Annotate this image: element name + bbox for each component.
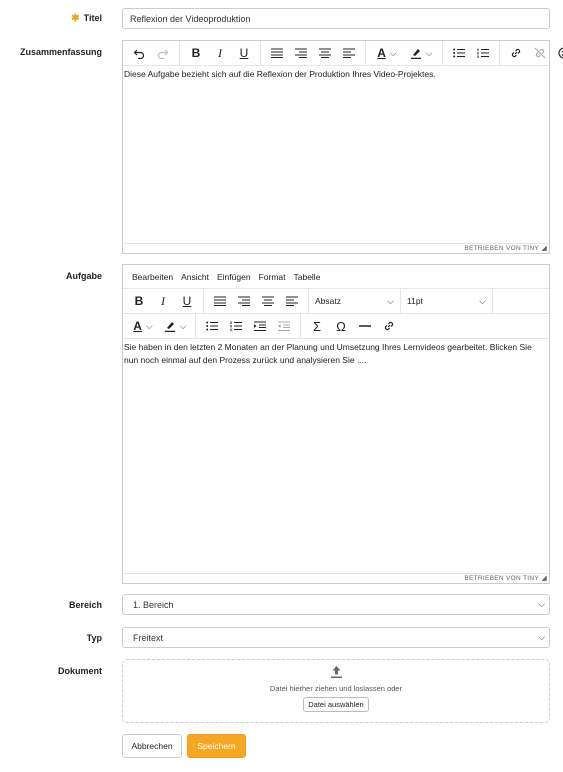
title-label: ✱ Titel xyxy=(71,13,102,24)
italic-icon[interactable]: I xyxy=(218,45,222,60)
underline-icon[interactable]: U xyxy=(182,294,192,308)
text-color-icon[interactable]: A ⌵ xyxy=(133,319,153,333)
upload-icon xyxy=(330,665,343,681)
text-color-icon[interactable]: A ⌵ xyxy=(377,46,397,60)
bullet-list-icon[interactable] xyxy=(447,43,471,63)
font-size-value: 11pt xyxy=(407,296,423,306)
powered-by-text: BETRIEBEN VON TINY xyxy=(464,575,539,582)
undo-icon[interactable] xyxy=(127,43,151,63)
resize-handle-icon[interactable]: ◢ xyxy=(541,245,547,252)
required-asterisk-icon: ✱ xyxy=(71,13,80,24)
indent-icon[interactable] xyxy=(248,316,272,336)
cancel-button[interactable]: Abbrechen xyxy=(122,734,182,758)
summary-content[interactable]: Diese Aufgabe bezieht sich auf die Reflexion der Produktion Ihres Video-Projektes. xyxy=(124,69,436,79)
file-dropzone[interactable] xyxy=(122,659,550,723)
menu-format[interactable]: Format xyxy=(258,271,286,282)
menu-table[interactable]: Tabelle xyxy=(293,271,321,282)
title-input-value: Reflexion der Videoproduktion xyxy=(130,13,251,24)
save-button[interactable]: Speichern xyxy=(187,734,246,758)
type-select[interactable] xyxy=(122,627,550,648)
task-toolbar-1 xyxy=(123,289,549,314)
align-justify-icon[interactable] xyxy=(208,291,232,311)
align-left-icon[interactable] xyxy=(280,291,304,311)
task-toolbar-2 xyxy=(123,314,549,339)
menu-insert[interactable]: Einfügen xyxy=(217,271,251,282)
align-justify-icon[interactable] xyxy=(265,43,289,63)
task-statusbar xyxy=(123,573,549,583)
powered-by-text: BETRIEBEN VON TINY xyxy=(464,245,539,252)
bullet-list-icon[interactable] xyxy=(200,316,224,336)
task-content[interactable]: Sie haben in den letzten 2 Monaten an der Planung und Umsetzung Ihres Lernvideos gearbeitet. Blicken Sie nun noch einmal auf den Prozess zurück und analysieren Sie .... xyxy=(124,342,532,365)
area-select-value: 1. Bereich xyxy=(133,599,174,610)
title-input[interactable] xyxy=(122,8,550,29)
task-label: Aufgabe xyxy=(66,271,102,281)
align-left-icon[interactable] xyxy=(337,43,361,63)
resize-handle-icon[interactable]: ◢ xyxy=(541,575,547,582)
underline-icon[interactable]: U xyxy=(239,46,249,60)
chevron-down-icon: ⌵ xyxy=(479,295,486,306)
menu-view[interactable]: Ansicht xyxy=(181,271,209,282)
task-editor[interactable] xyxy=(122,264,550,584)
highlight-color-icon[interactable]: ⌵ xyxy=(404,43,438,63)
document-label: Dokument xyxy=(57,666,102,676)
sigma-icon[interactable]: Σ xyxy=(312,318,322,334)
bold-icon[interactable]: B xyxy=(191,46,201,60)
drop-instructions: Datei hierher ziehen und loslassen oder xyxy=(269,684,403,693)
italic-icon[interactable]: I xyxy=(161,293,165,308)
font-size-select[interactable] xyxy=(401,289,493,313)
chevron-down-icon: ⌵ xyxy=(538,599,545,609)
menu-edit[interactable]: Bearbeiten xyxy=(132,271,174,282)
summary-statusbar xyxy=(123,243,549,253)
summary-label: Zusammenfassung xyxy=(19,47,102,57)
align-right-icon[interactable] xyxy=(232,291,256,311)
redo-icon[interactable] xyxy=(151,43,175,63)
summary-toolbar xyxy=(123,41,549,66)
link-icon[interactable] xyxy=(377,316,401,336)
numbered-list-icon[interactable] xyxy=(224,316,248,336)
type-label: Typ xyxy=(86,633,102,643)
numbered-list-icon[interactable] xyxy=(471,43,495,63)
area-label: Bereich xyxy=(68,600,102,610)
unlink-icon[interactable] xyxy=(528,43,552,63)
align-center-icon[interactable] xyxy=(256,291,280,311)
emoji-icon[interactable] xyxy=(552,43,563,63)
link-icon[interactable] xyxy=(504,43,528,63)
block-format-select[interactable] xyxy=(309,289,401,313)
chevron-down-icon: ⌵ xyxy=(387,295,394,306)
align-right-icon[interactable] xyxy=(289,43,313,63)
block-format-value: Absatz xyxy=(315,296,341,306)
area-select[interactable] xyxy=(122,594,550,615)
special-char-omega-icon[interactable]: Ω xyxy=(336,318,346,334)
task-menubar xyxy=(123,265,549,289)
bold-icon[interactable]: B xyxy=(134,294,144,308)
outdent-icon[interactable] xyxy=(272,316,296,336)
type-select-value: Freitext xyxy=(133,632,164,643)
horizontal-rule-icon[interactable] xyxy=(353,316,377,336)
chevron-down-icon: ⌵ xyxy=(538,632,545,642)
summary-editor[interactable] xyxy=(122,40,550,254)
highlight-color-icon[interactable]: ⌵ xyxy=(159,316,191,336)
align-center-icon[interactable] xyxy=(313,43,337,63)
choose-file-button[interactable]: Datei auswählen xyxy=(303,697,368,712)
